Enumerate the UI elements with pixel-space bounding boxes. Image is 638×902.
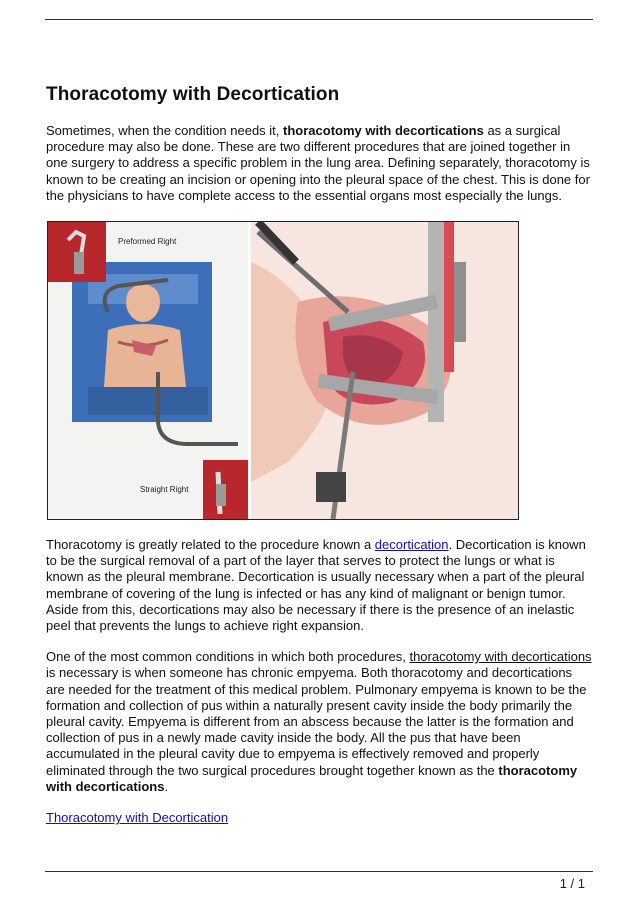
underlined-term: thoracotomy with decortications	[409, 649, 592, 665]
page-number: 1 / 1	[559, 876, 585, 891]
footer-link-paragraph	[46, 810, 594, 826]
paragraph-decortication: Thoracotomy is greatly related to the procedure known a decortication. Decortication is known to be the surgical removal of a part of the layer that serves to protect the lungs or what is known as the pleural membrane. Decortication is usually necessary when a part of the pleural membrane of covering of the lung is infected or has any kind of malignant or benign tumor. Aside from this, decortications may also be necessary if there is the presence of an inelastic peel that prevents the lungs to achieve right expansion.	[46, 537, 586, 634]
header-rule	[45, 19, 593, 20]
paragraph-intro: Sometimes, when the condition needs it, thoracotomy with decortications as a surgical procedure may also be done. These are two different procedures that are joined together in one surgery to address a specific problem in the lung area. Defining separately, thoracotomy is known to be creating an incision or opening into the pleural space of the chest. This is done for the physicians to have complete access to the essential organs most especially the lungs.	[46, 123, 590, 203]
decortication-link[interactable]: decortication	[374, 537, 449, 553]
page-title: Thoracotomy with Decortication	[46, 84, 340, 105]
footer-rule	[45, 871, 593, 872]
paragraph-empyema: One of the most common conditions in which both procedures, thoracotomy with decortications is necessary is when someone has chronic empyema. Both thoracotomy and decortications are needed for the treatment of this medical problem. Pulmonary empyema is known to be the formation and collection of pus within a naturally present cavity inside the body primarily the pleural cavity. Empyema is different from an abscess because the latter is the formation and collection of pus in a newly made cavity inside the body. All the pus that have been accumulated in the pleural cavity due to empyema is effectively removed and properly eliminated through the two surgical procedures brought together known as the thoracotomy with decortications.	[46, 649, 592, 794]
thoracotomy-decortication-link[interactable]: Thoracotomy with Decortication	[46, 810, 229, 826]
surgical-illustration	[47, 221, 519, 520]
label-straight-right: Straight Right	[140, 485, 189, 495]
document-body	[46, 84, 594, 826]
label-preformed-right: Preformed Right	[118, 237, 177, 247]
